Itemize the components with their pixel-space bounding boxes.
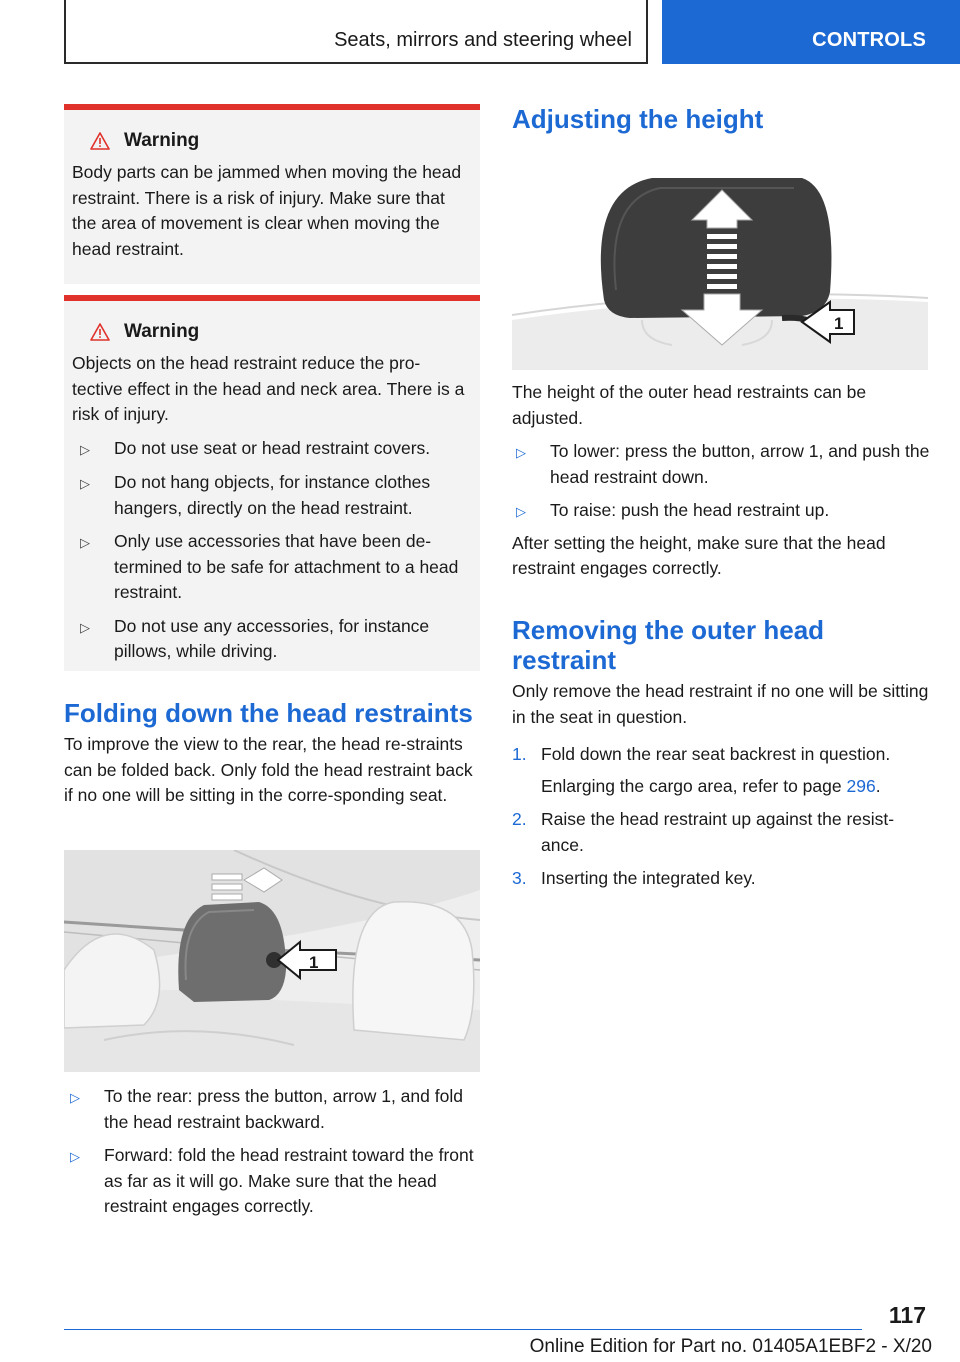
step-reference: Enlarging the cargo area, refer to page 296. bbox=[541, 775, 881, 796]
warning-title: Warning bbox=[124, 130, 200, 151]
triangle-bullet-icon: ▷ bbox=[70, 1149, 80, 1164]
height-intro: The height of the outer head restraints can be adjusted. bbox=[512, 382, 867, 428]
height-after: After setting the height, make sure that the head restraint engages correctly. bbox=[512, 532, 886, 578]
list-item: ▷ Do not use seat or head restraint covers. bbox=[80, 436, 470, 463]
warning-triangle-icon bbox=[90, 323, 110, 341]
triangle-bullet-icon: ▷ bbox=[80, 476, 90, 491]
list-item: ▷ To lower: press the button, arrow 1, and push the head restraint down. bbox=[516, 439, 932, 490]
warning-text: Body parts can be jammed when moving the head restraint. There is a risk of injury. Make sure that the area of movement is clear when moving the head restraint. bbox=[72, 162, 462, 259]
warning-header bbox=[72, 321, 470, 343]
removing-section bbox=[512, 615, 932, 892]
triangle-bullet-icon: ▷ bbox=[80, 535, 90, 550]
warning-triangle-icon bbox=[90, 132, 110, 150]
header-section-title: Seats, mirrors and steering wheel bbox=[334, 29, 632, 51]
folding-section bbox=[64, 698, 482, 809]
section-heading: Folding down the head restraints bbox=[64, 698, 473, 728]
section-heading: Removing the outer head restraint bbox=[512, 615, 825, 675]
list-item: ▷ Do not use any accessories, for instance pillows, while driving. bbox=[80, 614, 470, 665]
warning-box-2 bbox=[64, 295, 480, 671]
step-item: 2. Raise the head restraint up against the resist-ance. bbox=[512, 809, 895, 855]
folding-bullets bbox=[70, 1076, 480, 1220]
callout-label: 1 bbox=[309, 953, 319, 972]
triangle-bullet-icon: ▷ bbox=[70, 1090, 80, 1105]
triangle-bullet-icon: ▷ bbox=[80, 619, 90, 635]
list-item: ▷ To the rear: press the button, arrow 1, and fold the head restraint backward. bbox=[70, 1084, 480, 1135]
list-item: ▷ Only use accessories that have been de-termined to be safe for attachment to a head restraint. bbox=[80, 529, 470, 606]
height-body bbox=[512, 380, 932, 582]
header-section-box bbox=[64, 0, 648, 64]
warning-header bbox=[72, 130, 470, 152]
rear-seats-illustration bbox=[64, 850, 480, 1072]
triangle-bullet-icon: ▷ bbox=[516, 445, 526, 460]
list-item: ▷ To raise: push the head restraint up. bbox=[516, 498, 932, 525]
list-item: ▷ Forward: fold the head restraint toward the front as far as it will go. Make sure that the head restraint engages correctly. bbox=[70, 1143, 480, 1220]
removing-intro: Only remove the head restraint if no one will be sitting in the seat in question. bbox=[512, 681, 929, 727]
callout-label: 1 bbox=[834, 314, 844, 333]
page-number: 117 bbox=[888, 1302, 926, 1328]
step-item: 3. Inserting the integrated key. bbox=[512, 868, 756, 888]
header-chapter-tab[interactable] bbox=[662, 0, 960, 64]
triangle-bullet-icon: ▷ bbox=[80, 441, 90, 457]
header-chapter-label: CONTROLS bbox=[812, 29, 926, 51]
triangle-bullet-icon: ▷ bbox=[516, 504, 526, 519]
warning-title: Warning bbox=[124, 321, 200, 342]
section-heading: Adjusting the height bbox=[512, 104, 764, 134]
footer-edition: Online Edition for Part no. 01405A1EBF2 - X/20 bbox=[529, 1336, 932, 1357]
list-item: ▷ Do not hang objects, for instance clothes hangers, directly on the head restraint. bbox=[80, 470, 470, 521]
warning-box-1 bbox=[64, 104, 480, 284]
warning-text: Objects on the head restraint reduce the pro-tective effect in the head and neck area. There is a risk of injury. bbox=[72, 353, 465, 424]
step-item: 1. Fold down the rear seat backrest in question. bbox=[512, 744, 891, 764]
page-link[interactable]: 296 bbox=[846, 775, 876, 796]
section-intro: To improve the view to the rear, the head re-straints can be folded back. Only fold the head restraint back if no one will be sitting in the corre-sponding seat. bbox=[64, 734, 473, 805]
height-section bbox=[512, 104, 932, 134]
head-restraint-illustration bbox=[512, 170, 928, 370]
footer-divider bbox=[64, 1329, 862, 1330]
